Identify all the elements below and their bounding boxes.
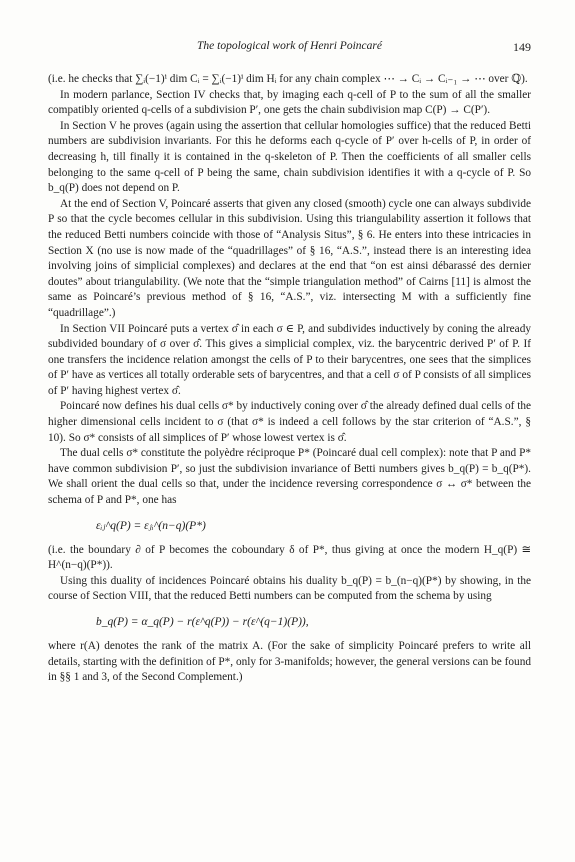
paragraph-1: (i.e. he checks that ∑ᵢ(−1)ⁱ dim Cᵢ = ∑ᵢ(−1)ⁱ dim Hᵢ for any chain complex ⋯ → Cᵢ → Cᵢ₋₁ → ⋯ over ℚ).	[48, 73, 528, 85]
body-text	[48, 72, 531, 686]
running-head: The topological work of Henri Poincaré	[197, 40, 382, 52]
paragraph-3: In Section V he proves (again using the assertion that cellular homologies suffice) that the reduced Betti numbers are subdivision invariants. For this he deforms each q-cycle of P′ over h-cells of P, in order of decreasing h, till finally it is contained in the q-skeleton of P. Then the coefficients of all smaller cells belonging to the same q-cell of P being the same, chain subdivision identifies it with a q-cycle of P. So b_q(P) does not depend on P.	[48, 119, 531, 195]
page-header	[48, 40, 531, 60]
paragraph-2: In modern parlance, Section IV checks that, by imaging each q-cell of P to the sum of all the smaller compatibly oriented q-cells of a subdivision P′, one gets the chain subdivision map C(P) → C(P′).	[48, 88, 531, 117]
incidence-equation: εᵢⱼ^q(P) = εⱼᵢ^(n−q)(P*)	[96, 519, 206, 532]
paragraph-final: where r(A) denotes the rank of the matrix A. (For the sake of simplicity Poincaré prefers to write all details, starting with the definition of P*, only for 3-manifolds; however, the general versions can be found in §§ 1 and 3, of the Second Complement.)	[48, 640, 532, 684]
page-number: 149	[513, 40, 531, 54]
paragraph-5: In Section VII Poincaré puts a vertex σ̂ in each σ ∈ P, and subdivides inductively by coning the already subdivided boundary of σ over σ̂. This gives a simplicial complex, viz. the barycentric derived P′ of P. If one transfers the incidence relation amongst the cells of P to their barycentres, one sees that the simplices of P′ have as vertices all totally orderable sets of barycentres, and that a cell σ of P consists of all simplices of P′ having highest vertex σ̂.	[48, 322, 531, 397]
betti-number-equation: b_q(P) = α_q(P) − r(ε^q(P)) − r(ε^(q−1)(P)),	[96, 616, 309, 628]
paragraph-duality: Using this duality of incidences Poincaré obtains his duality b_q(P) = b_(n−q)(P*) by showing, in the course of Section VIII, that the reduced Betti numbers can be computed from the schema by using	[48, 574, 531, 603]
paragraph-4: At the end of Section V, Poincaré asserts that given any closed (smooth) cycle one can always subdivide P so that the cycle becomes cellular in this subdivision. Using this triangulability assertion it follows that the reduced Betti numbers coincide with those of “Analysis Situs”, § 6. He enters into these intricacies in Section X (no use is now made of the “quadrillages” of § 16, “A.S.”, instead there is an interesting idea involving joins of simplicial complexes) and declares at the end that “on est ainsi débarassé des dernier doutes” about triangulability. (We note that the “simple triangulation method” of Cairns [11] is almost the same as Poincaré’s previous method of § 16, “A.S.”, viz. intersecting M with a sufficiently fine “quadrillage”.)	[48, 197, 531, 319]
paragraph-6: Poincaré now defines his dual cells σ* by inductively coning over σ̂ the already defined dual cells of the higher dimensional cells incident to σ (that σ* is indeed a cell follows by the star criterion of “A.S.”, § 10). So σ* consists of all simplices of P′ whose lowest vertex is σ̂.	[48, 400, 531, 444]
paragraph-after-equation: (i.e. the boundary ∂ of P becomes the coboundary δ of P*, thus giving at once the modern H_q(P) ≅ H^(n−q)(P*)).	[48, 543, 531, 572]
paragraph-7: The dual cells σ* constitute the polyèdre réciproque P* (Poincaré dual cell complex): note that P and P* have common subdivision P′, so just the subdivision invariance of Betti numbers gives b_q(P) = b_q(P*). We shall orient the dual cells so that, under the incidence reversing correspondence σ ↔ σ* between the schema of P and P*, one has	[48, 447, 531, 507]
